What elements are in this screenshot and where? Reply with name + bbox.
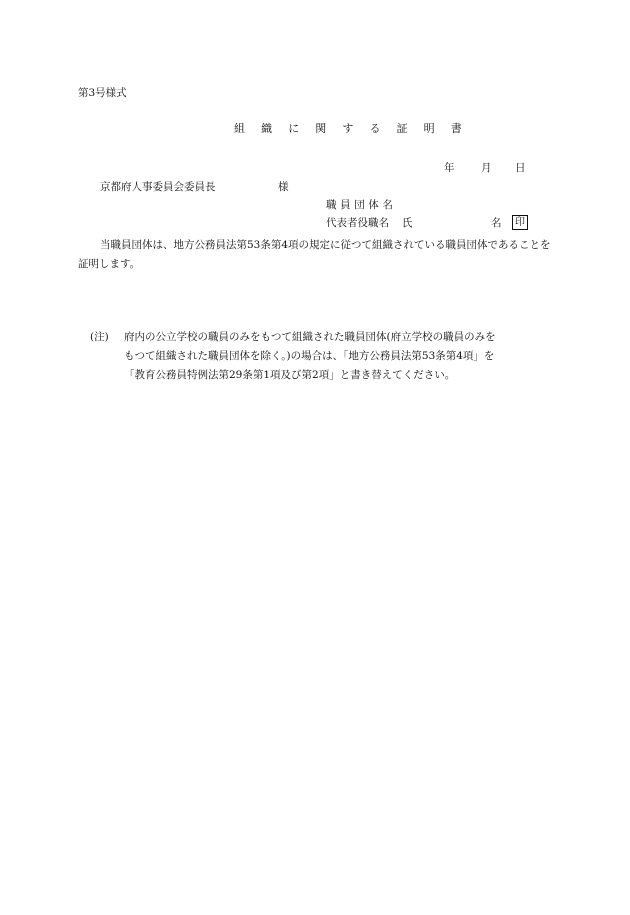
note-line-2: もつて組織された職員団体を除く。)の場合は、「地方公務員法第53条第4項」を xyxy=(124,350,495,362)
representative-name-label-part1: 氏 xyxy=(402,217,413,229)
representative-title-label: 代表者役職名 xyxy=(326,217,389,229)
document-title: 組 織 に 関 す る 証 明 書 xyxy=(234,122,469,135)
addressee: 京都府人事委員会委員長 xyxy=(100,181,216,193)
addressee-honorific: 様 xyxy=(278,181,289,193)
note-line-3: 「教育公務員特例法第29条第1項及び第2項」と書き替えてください。 xyxy=(124,369,456,381)
note-tag: (注) xyxy=(90,331,109,343)
note-line-1: 府内の公立学校の職員のみをもつて組織された職員団体(府立学校の職員のみを xyxy=(124,331,496,343)
date-month-label: 月 xyxy=(481,162,492,174)
certification-statement: 当職員団体は、地方公務員法第53条第4項の規定に従つて組織されている職員団体であることを証明します。 xyxy=(78,239,551,270)
representative-name-label-part2: 名 xyxy=(491,217,502,229)
date-year-label: 年 xyxy=(444,162,455,174)
seal-mark: 印 xyxy=(512,215,528,230)
date-day-label: 日 xyxy=(515,162,526,174)
form-number: 第3号様式 xyxy=(78,87,127,99)
org-name-label: 職員団体名 xyxy=(326,199,397,211)
